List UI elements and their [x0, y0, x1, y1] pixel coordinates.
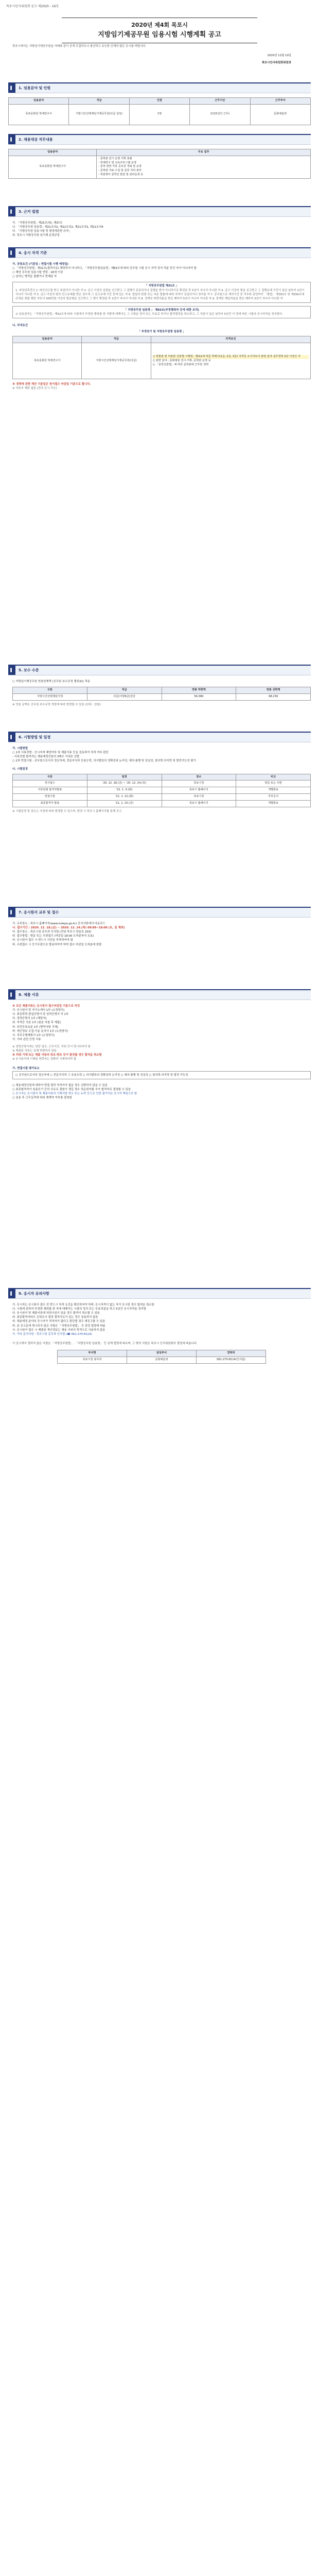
section-7-header: ▌ 7. 응시원서 교부 및 접수 [8, 907, 311, 918]
table-salary: 구분 직급 연봉 하한액 연봉 상한액 지방시간선택제임기제 다급(지방6급)상당 56,380 98,159 [12, 687, 311, 701]
section-1-header: ▌ 1. 임용분야 및 인원 [8, 82, 311, 93]
section-4-header: ▌ 4. 응시 자격 기준 [8, 247, 311, 258]
section-6-header: ▌ 6. 시험방법 및 일정 [8, 732, 311, 742]
table-positions: 임용분야 직급 인원 근무기간 근무부서 목포문화원 학예연구사 지방시간선택제임기제공무원(다급 상당) 1명 2년(5년간 근무) 문화예술과 [8, 97, 311, 125]
header-title1: 2020년 제4회 목포시 [131, 22, 188, 28]
page-title: 지방임기제공무원 임용시험 시행계획 공고 [98, 30, 221, 39]
section-2-header: ▌ 2. 채용대상 직무내용 [8, 134, 311, 145]
section-6: ▌ 6. 시험방법 및 일정 가. 시험방법 ○ 1차 서류전형 : 응시자격 해당여부 및 제출서류 등을 검토하여 적격 여부 판단 - 서류전형 합격자는 채용예정인원의 3배수 이내로 선발 ○ 2차 면접시험 : 공무원으로서의 정신자세, 전문지식과 응용능력, 의사발표의 정확성과 논리성, 예의·품행 및 성실성, 창의력·의지력 및 발전가능성 평가 나. 시험일정 구분 일정 장소 비고 원서접수 '20. 12. 18.(금) ~ '20. 12. 24.(목) 목포시청 방문 또는 우편 서류전형 합격자발표 '21. 1. 5.(화) 목포시 홈페이지 개별통보 면접시험 '21. 1. 12.(화) 목포시청 추후공지 최종합격자 발표 '21. 1. 15.(금) 목포시 홈페이지 개별통보 ※ 시험일정 및 장소는 사정에 따라 변경될 수 있으며, 변경 시 목포시 홈페이지를 통해 공고 [8, 732, 311, 814]
law-box-65: 「 지방공무원 임용령 」 제65조(부정행위자 등에 대한 조치) ① 임용권자는 「지방공무원법」제42조에 따라 시험에서 부정한 행위를 한 사람에 대해서는 그 시험을 정지 또는 무효로 하거나 합격결정을 취소하고, 그 처분이 있은 날부터 5년간 이 영에 따른 시험의 응시자격을 정지한다. [12, 306, 311, 318]
section-1 [8, 82, 311, 125]
section-4: ▌ 4. 응시 자격 기준 가. 공통요건 (기준일 : 면접시험 시행 예정일) ○ 「지방공무원법」제31조(결격사유) 해당하지 아니하고, 「지방공무원임용령」제65조에 따라 공무원 시험 응시 자격 정지 처분 중인 자가 아니어야 함 ○ 해당 공무원 임용시험 연령 : 18세 이상 ○ 남자는 병역을 필했거나 면제된 자 「 지방공무원법 제31조 」 1. 피성년후견인 2. 파산선고를 받고 복권되지 아니한 자 3. 금고 이상의 실형을 선고받고 그 집행이 종료되거나 집행을 받지 아니하기로 확정된 후 5년이 지나지 아니한 자 4. 금고 이상의 형을 선고받고 그 집행유예 기간이 끝난 날부터 2년이 지나지 아니한 자 5. 금고 이상의 형의 선고유예를 받은 경우에 그 선고유예 기간 중에 있는 자 6. 법원의 판결 또는 다른 법률에 따라 자격이 상실되거나 정지된 자 7. 공무원으로 재직기간 중 직무와 관련하여 「형법」 제355조 및 제356조에 규정된 죄를 범한 자로서 300만원 이상의 벌금형을 선고받고 그 형이 확정된 후 2년이 지나지 아니한 자 8. 징계로 파면처분을 받은 때부터 5년이 지나지 아니한 자 9. 징계로 해임처분을 받은 때부터 3년이 지나지 아니한 자 「 지방공무원 임용령 」 제65조(부정행위자 등에 대한 조치) ① 임용권자는 「지방공무원법」제42조에 따라 시험에서 부정한 행위를 한 사람에 대해서는 그 시험을 정지 또는 무효로 하거나 합격결정을 취소하고, 그 처분이 있은 날부터 5년간 이 영에 따른 시험의 응시자격을 정지한다. 나. 자격요건 「 부정당기 및 지방공무원령 임용령 」 임용분야 직급 자격요건 목포문화원 학예연구사 지방시간선택제임기제공무원(다급) ○ 박물관 및 미술관 진흥법 시행령」별표1에 따른 학예사(1급, 2급, 3급) 자격증 소지자로서 관련 분야 실무경력 2년 이상인 자 ○ 관련 분야 : 문화예술 전시·기획, 문학관 운영 등 ○ 「문학진흥법」에 따른 문학관에 근무한 경력 ※ 경력에 관한 계산 기준일은 원서접수 마감일 기준으로 합니다. ※ 거주지 제한 없음 (전국 응시 가능) [8, 247, 311, 391]
section-8-header: ▌ 8. 제출 서류 [8, 989, 311, 1000]
table-schedule: 구분 일정 장소 비고 원서접수 '20. 12. 18.(금) ~ '20. 12. 24.(목) 목포시청 방문 또는 우편 서류전형 합격자발표 '21. 1. 5.(화) 목포시 홈페이지 개별통보 면접시험 '21. 1. 12.(화) 목포시청 추후공지 최종합격자 발표 '21. 1. 15.(금) 목포시 홈페이지 개별통보 [12, 774, 311, 807]
laws-list: 가. 「지방공무원법」제25조의5, 제37조 나. 「지방공무원 임용령」제21조의2, 제22조의2, 제21조의3, 제21조의4 다. 「지방공무원 임용시험 및 평정에관한 규칙」 라. 목포시 지방공무원 임기제 운영규정 [12, 222, 103, 238]
doc-number: 목포시인사위원회 공고 제2020 - 16호 [6, 5, 59, 8]
table-contact: 부서명 담당부서 연락처 목포시청 총무과 문화예술과 061-270-8114(인사팀) [57, 1350, 266, 1364]
section-2 [8, 134, 311, 179]
table-requirements: 임용분야 직급 자격요건 목포문화원 학예연구사 지방시간선택제임기제공무원(다급) ○ 박물관 및 미술관 진흥법 시행령」별표1에 따른 학예사(1급, 2급, 3급) 자격증 소지자로서 관련 분야 실무경력 2년 이상인 자 ○ 관련 분야 : 문화예술 전시·기획, 문학관 운영 등 ○ 「문학진흥법」에 따른 문학관에 근무한 경력 [12, 336, 311, 379]
agency: 목포시인사위원회위원장 [261, 61, 291, 65]
section-3 [8, 206, 311, 238]
section-9-header: ▌ 9. 응시자 유의사항 [8, 1288, 311, 1299]
section-8: ▌ 8. 제출 서류 ※ 모든 제출서류는 응시원서 접수마감일 기준으로 작성 가. 응시원서 및 자기소개서 1부 (소정양식) 나. 최종학력 졸업증명서 및 성적증명서 각 1부 다. 경력증명서 1부 (해당자) 라. 자격증 사본 1부 (원본 지참 후 제출) 마. 주민등록초본 1부 (병역사항 기재) 바. 개인정보 수집·이용 동의서 1부 (소정양식) 사. 직무수행계획서 1부 (소정양식) 아. 기타 관련 증빙 서류 ※ 경력증명서에는 담당 업무, 근무기간, 직위 등이 명시되어야 함 ※ 제출된 서류는 일체 반환하지 않음 ※ 허위 기재 또는 제출 서류의 위조·변조 등이 발견될 경우 합격을 취소함 ※ 응시원서에 기재된 연락처는 정확히 기재하여야 함 가. 면접시험 평가요소 ○ 공무원으로서의 정신자세 ○ 전문지식과 그 응용능력 ○ 의사발표의 정확성과 논리성 ○ 예의·품행 및 성실성 ○ 창의력·의지력 및 발전 가능성 ○ 채용예정인원에 대하여 면접 결과 적격자가 없을 경우 선발하지 않을 수 있음 ○ 최종합격자가 임용포기 등의 사유로 결원이 생길 경우 차순위자를 추가 합격자로 결정할 수 있음 ○ 응시자는 응시원서 및 제출서류의 기재사항 착오 또는 누락 등으로 인한 불이익은 응시자 책임으로 함 ○ 임용 후 근무실적에 따라 재계약 여부를 결정함 [8, 989, 311, 1100]
table-duties: 임용분야 주요 업무 목포문화원 학예연구사 - 문학관 전시 운영 기획 총괄 - 학예연구 및 교육프로그램 운영 - 문학 관련 각종 공모전 개최 및 운영 - 문학관 자료 수집 및 분류 처리 관리 - 학술행사 문학인 발굴 및 관리운영 등 [8, 149, 311, 179]
section-5-header: ▌ 5. 보수 수준 [8, 665, 311, 675]
section-9: ▌ 9. 응시자 유의사항 가. 응시자는 응시원서 접수 전 반드시 자격 요건을 확인하여야 하며, 응시자격이 없는 자가 응시한 경우 합격을 취소함 나. 시험에 관하여 부정한 행위를 한 자에 대해서는 시험의 정지 또는 무효처분을 하고 5년간 응시자격을 정지함 다. 응시원서 및 제출서류에 허위사실이 있을 경우 합격이 취소될 수 있음 라. 최종합격자라도 신원조사 결과 결격사유가 있는 경우 임용하지 않음 마. 채용예정 분야의 응시자가 적격자가 없다고 판단될 경우 재공고할 수 있음 바. 본 공고문에 명시되지 않은 사항은 「지방공무원법」 등 관련 법령에 따름 사. 응시원서 접수 시 제출된 개인정보는 채용 이외의 목적으로 사용하지 않음 아. 기타 문의사항 : 목포시청 총무과 인사팀 (☎ 061-270-8114) 이 공고에서 정하지 않은 사항은 「지방공무원법」, 「지방공무원 임용령」 등 관계 법령에 따르며, 그 밖의 사항은 목포시 인사위원회의 결정에 따릅니다. 부서명 담당부서 연락처 목포시청 총무과 문화예술과 061-270-8114(인사팀) [8, 1288, 311, 1364]
section-7: ▌ 7. 응시원서 교부 및 접수 가. 교부장소 : 목포시 홈페이지(www.mokpo.go.kr) 공지사항에서 다운로드 나. 접수기간 : 2020. 12. 18.(금) ~ 2020. 12. 24.(목) 09:00~18:00 (토, 일 제외) 다. 접수장소 : 목포시청 총무과 인사팀 (전남 목포시 양을로 203) 라. 접수방법 : 방문 또는 우편접수 (마감일 18:00 도착분까지 유효) 마. 응시원서 접수 시 반드시 사진을 부착하여야 함 바. 우편접수 시 등기우편으로 발송하여야 하며 접수 마감일 도착분에 한함 [8, 907, 311, 947]
section-5: ▌ 5. 보수 수준 ○ 지방임기제공무원 연봉한계액 (공무원 보수규정 별표32) 적용 구분 직급 연봉 하한액 연봉 상한액 지방시간선택제임기제 다급(지방6급)상당 56,380 98,159 ※ 연봉 금액은 공무원 보수규정 개정에 따라 변경될 수 있음 (단위 : 천원) [8, 665, 311, 707]
intro-text: 목포시에서는 지방임기제공무원을 아래와 같이 공개 모집하오니 참신하고 유능한 인재의 많은 응시를 바랍니다. [12, 45, 147, 48]
section-3-header: ▌ 3. 근거 법령 [8, 206, 311, 217]
header [62, 18, 257, 43]
law-box-31: 「 지방공무원법 제31조 」 1. 피성년후견인 2. 파산선고를 받고 복권되지 아니한 자 3. 금고 이상의 실형을 선고받고 그 집행이 종료되거나 집행을 받지 아니하기로 확정된 후 5년이 지나지 아니한 자 4. 금고 이상의 형을 선고받고 그 집행유예 기간이 끝난 날부터 2년이 지나지 아니한 자 5. 금고 이상의 형의 선고유예를 받은 경우에 그 선고유예 기간 중에 있는 자 6. 법원의 판결 또는 다른 법률에 따라 자격이 상실되거나 정지된 자 7. 공무원으로 재직기간 중 직무와 관련하여 「형법」 제355조 및 제356조에 규정된 죄를 범한 자로서 300만원 이상의 벌금형을 선고받고 그 형이 확정된 후 2년이 지나지 아니한 자 8. 징계로 파면처분을 받은 때부터 5년이 지나지 아니한 자 9. 징계로 해임처분을 받은 때부터 3년이 지나지 아니한 자 [12, 282, 311, 302]
date: 2020년 12월 10일 [267, 54, 291, 58]
interview-box: ○ 공무원으로서의 정신자세 ○ 전문지식과 그 응용능력 ○ 의사발표의 정확성과 논리성 ○ 예의·품행 및 성실성 ○ 창의력·의지력 및 발전 가능성 [12, 1071, 311, 1079]
